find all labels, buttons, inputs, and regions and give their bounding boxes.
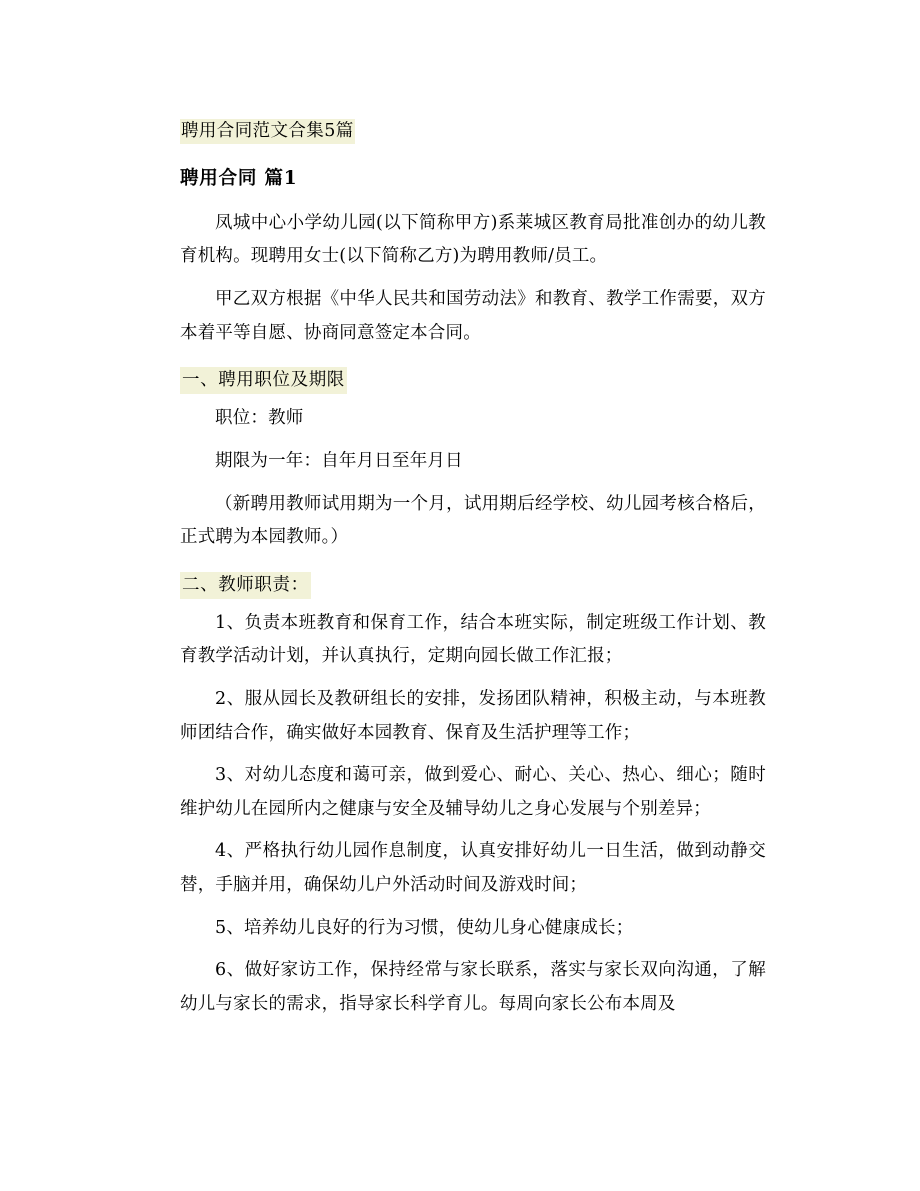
section-heading-2-text: 二、教师职责： xyxy=(180,572,311,599)
section-2-paragraph: 4、严格执行幼儿园作息制度，认真安排好幼儿一日生活，做到动静交替，手脑并用，确保幼儿户外活动时间及游戏时间； xyxy=(180,841,766,896)
document-content xyxy=(180,118,766,1030)
section-2-paragraph: 5、培养幼儿良好的行为习惯，使幼儿身心健康成长； xyxy=(215,917,634,938)
section-2-paragraph: 3、对幼儿态度和蔼可亲，做到爱心、耐心、关心、热心、细心；随时维护幼儿在园所内之健康与安全及辅导幼儿之身心发展与个别差异； xyxy=(180,765,766,819)
section-heading-1 xyxy=(180,367,766,394)
intro-paragraph: 甲乙双方根据《中华人民共和国劳动法》和教育、教学工作需要，双方本着平等自愿、协商同意签定本合同。 xyxy=(180,289,766,343)
section-2-paragraph: 1、负责本班教育和保育工作，结合本班实际，制定班级工作计划、教育教学活动计划，并认真执行，定期向园长做工作汇报； xyxy=(180,612,766,667)
document-title-text: 聘用合同范文合集5篇 xyxy=(180,119,355,144)
section-2-paragraph: 6、做好家访工作，保持经常与家长联系，落实与家长双向沟通，了解幼儿与家长的需求，指导家长科学育儿。每周向家长公布本周及 xyxy=(180,960,766,1014)
section-2-paragraph: 2、服从园长及教研组长的安排，发扬团队精神，积极主动，与本班教师团结合作，确实做好本园教育、保育及生活护理等工作； xyxy=(180,689,766,743)
document-title xyxy=(180,118,766,145)
article-heading: 聘用合同 篇1 xyxy=(180,168,298,190)
section-1-paragraph: （新聘用教师试用期为一个月，试用期后经学校、幼儿园考核合格后，正式聘为本园教师。） xyxy=(180,493,766,548)
section-1-paragraph: 职位：教师 xyxy=(215,408,304,429)
section-heading-2 xyxy=(180,572,766,599)
intro-paragraph: 凤城中心小学幼儿园(以下简称甲方)系莱城区教育局批准创办的幼儿教育机构。现聘用女士(以下简称乙方)为聘用教师/员工。 xyxy=(180,212,766,267)
section-heading-1-text: 一、聘用职位及期限 xyxy=(180,367,347,394)
section-1-paragraph: 期限为一年：自年月日至年月日 xyxy=(215,450,463,471)
